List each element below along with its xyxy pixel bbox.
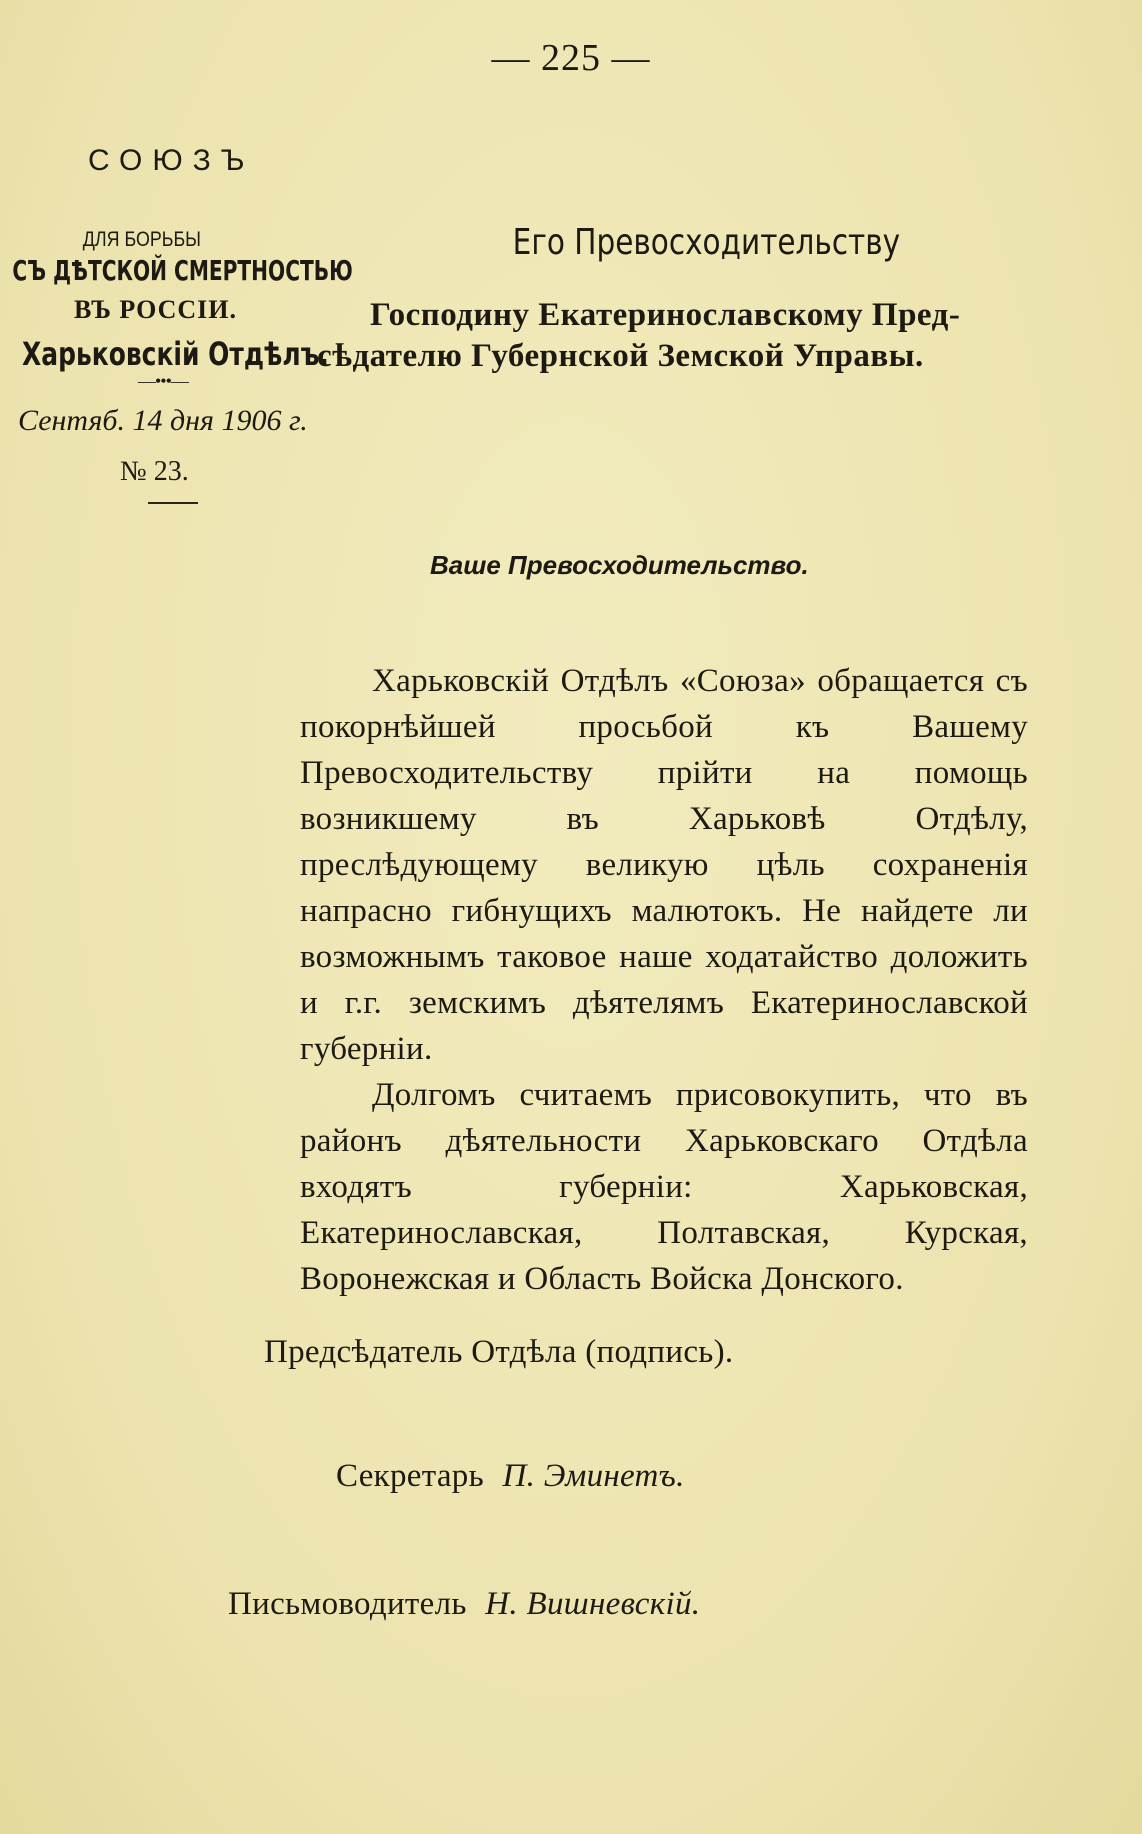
chair-title: Предсѣдатель Отдѣла (подпись).: [264, 1334, 734, 1370]
letterhead: [8, 144, 353, 504]
letterhead-kharkov-branch: Харьковскій Отдѣлъ.: [22, 335, 329, 373]
addressee-line-1: Его Превосходительству: [512, 222, 901, 263]
letterhead-union: СОЮЗЪ: [88, 144, 255, 177]
signature-clerk: [228, 1586, 700, 1623]
page-number: — 225 —: [491, 37, 651, 79]
letterhead-rule: [148, 502, 198, 504]
salutation: Ваше Превосходительство.: [430, 550, 809, 580]
letterhead-in-russia: ВЪ РОССІИ.: [74, 295, 238, 324]
body-paragraph-1: Харьковскій Отдѣлъ «Союза» обращается съ покорнѣйшей просьбой къ Вашему Превосходительству прійти на помощь возникшему въ Харьковѣ Отдѣлу, преслѣдующему великую цѣль сохраненія напрасно гибнущихъ малютокъ. Не найдете ли возможнымъ таковое наше ходатайство доложить и г.г. земскимъ дѣятелямъ Екатеринославской губерніи.: [300, 663, 1028, 1067]
letter-body: [300, 658, 1028, 1302]
clerk-name: Н. Вишневскій.: [485, 1586, 701, 1622]
letterhead-ornament: —•••—: [138, 371, 188, 391]
letterhead-number: № 23.: [120, 456, 189, 487]
letterhead-for-struggle: ДЛЯ БОРЬБЫ: [82, 228, 201, 251]
addressee-line-2: Господину Екатеринославскому Пред-: [370, 297, 961, 333]
body-paragraph-2: Долгомъ считаемъ присовокупить, что въ районъ дѣятельности Харьковскаго Отдѣла входятъ губерніи: Харьковская, Екатеринославская, Полтавская, Курская, Воронежская и Область Войска Донского.: [300, 1077, 1028, 1297]
addressee: [300, 222, 1080, 375]
signature-chair: [264, 1334, 733, 1371]
clerk-title: Письмоводитель: [228, 1586, 467, 1622]
secretary-name: П. Эминетъ.: [502, 1458, 685, 1494]
letterhead-child-mortality: СЪ ДѢТСКОЙ СМЕРТНОСТЬЮ: [12, 254, 353, 287]
addressee-line-3: сѣдателю Губернской Земской Управы.: [317, 338, 924, 374]
letterhead-date: Сентяб. 14 дня 1906 г.: [18, 404, 308, 437]
signature-secretary: [336, 1458, 685, 1495]
secretary-title: Секретарь: [336, 1458, 484, 1494]
